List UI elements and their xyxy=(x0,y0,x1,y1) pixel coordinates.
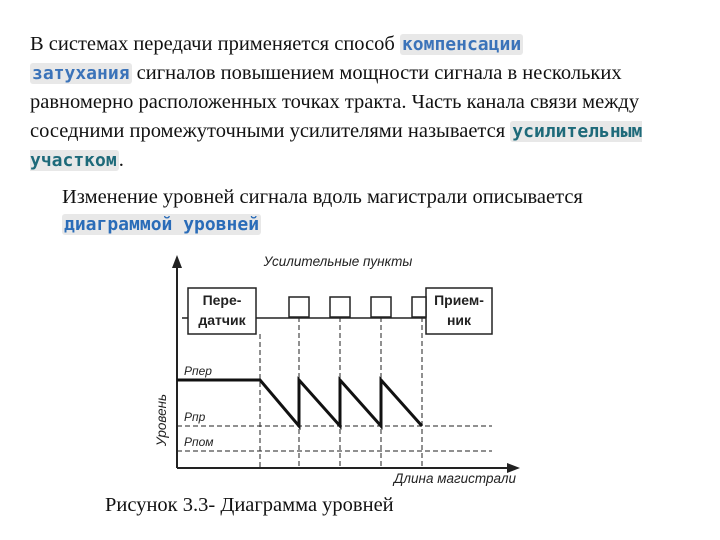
y-axis-label: Уровень xyxy=(154,393,169,447)
term-amplifier-section: усилительным участком xyxy=(30,121,643,171)
term-level-diagram: диаграммой уровней xyxy=(64,214,260,235)
level-label-per: Рпер xyxy=(184,364,212,378)
p1-text-1: В системах передачи применяется способ xyxy=(30,33,400,55)
term-compensation: компенсации xyxy=(401,34,522,55)
level-label-pom: Рпом xyxy=(184,435,214,449)
p1-text-3: . xyxy=(118,149,124,171)
transmitter-label-2: датчик xyxy=(198,312,246,328)
figure-caption: Рисунок 3.3- Диаграмма уровней xyxy=(105,494,394,516)
x-axis-label: Длина магистрали xyxy=(393,471,516,486)
level-profile-line xyxy=(177,380,422,426)
term-attenuation: затухания xyxy=(32,63,130,84)
amplifier-points-label: Усилительные пункты xyxy=(263,254,413,269)
amplifier-box-3 xyxy=(371,297,391,317)
amplifier-box-2 xyxy=(330,297,350,317)
receiver-label-2: ник xyxy=(446,312,472,328)
p1-text-2: сигналов повышением мощности сигнала в нескольких равномерно расположенных точках тракта. Часть канала связи между соседними промежуточными усилителями называется xyxy=(30,62,640,142)
receiver-label-1: Прием- xyxy=(434,292,484,308)
amplifier-box-4 xyxy=(412,297,426,317)
level-label-pr: Рпр xyxy=(184,410,206,424)
p2-text-1: Изменение уровней сигнала вдоль магистрали описывается xyxy=(62,186,583,208)
y-axis-arrow xyxy=(172,255,182,268)
amplifier-box-1 xyxy=(289,297,309,317)
transmitter-label-1: Пере- xyxy=(202,292,242,308)
